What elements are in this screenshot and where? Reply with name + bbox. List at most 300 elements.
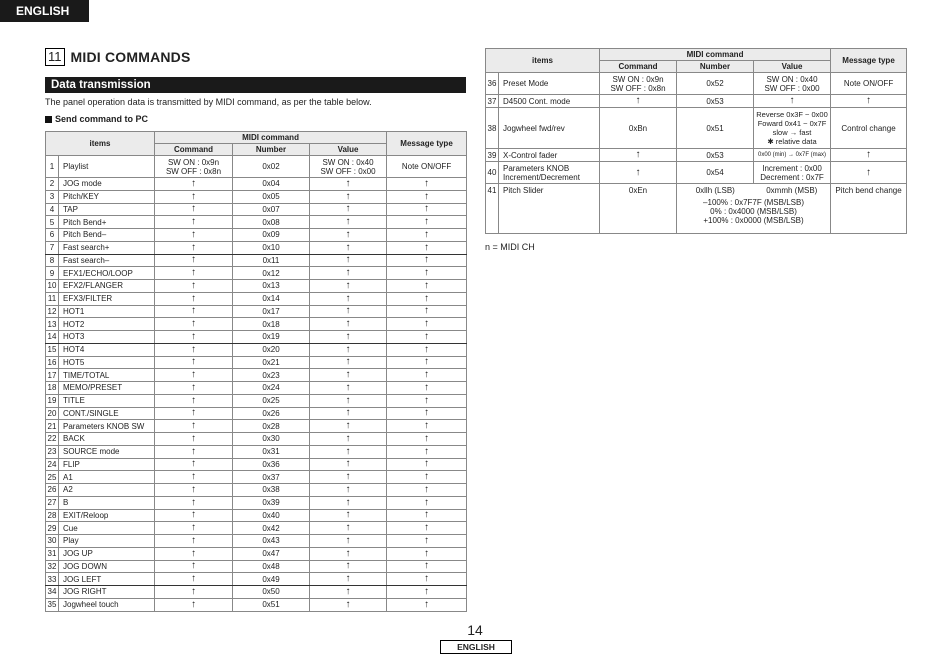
table-row — [46, 445, 467, 458]
row-number: 35 — [46, 598, 59, 611]
ditto-arrow-icon: ↑ — [310, 203, 387, 216]
header-command: Command — [600, 61, 677, 73]
row-number: 15 — [46, 343, 59, 356]
row-number: 19 — [46, 394, 59, 407]
ditto-arrow-icon: ↑ — [387, 394, 467, 407]
row-number: 16 — [46, 356, 59, 369]
ditto-arrow-icon: ↑ — [310, 509, 387, 522]
row-item: EFX3/FILTER — [59, 292, 155, 305]
table-row — [46, 433, 467, 446]
midi-channel-note: n = MIDI CH — [485, 242, 535, 252]
ditto-arrow-icon: ↑ — [310, 190, 387, 203]
row-number-value: 0x53 — [677, 95, 754, 108]
row-item: Pitch/KEY — [59, 190, 155, 203]
ditto-arrow-icon: ↑ — [155, 356, 233, 369]
page-number: 14 — [467, 622, 483, 638]
footer-language-tag: ENGLISH — [440, 640, 512, 654]
ditto-arrow-icon: ↑ — [387, 598, 467, 611]
row-command: SW ON : 0x9n SW OFF : 0x8n — [600, 73, 677, 95]
table-row — [46, 560, 467, 573]
table-row — [46, 331, 467, 344]
ditto-arrow-icon: ↑ — [387, 560, 467, 573]
section-number: 11 — [45, 48, 65, 66]
ditto-arrow-icon: ↑ — [310, 458, 387, 471]
ditto-arrow-icon: ↑ — [600, 149, 677, 162]
row-number: 28 — [46, 509, 59, 522]
header-midi-command: MIDI command — [155, 132, 387, 144]
row-number: 24 — [46, 458, 59, 471]
row-item: EFX1/ECHO/LOOP — [59, 267, 155, 280]
ditto-arrow-icon: ↑ — [155, 535, 233, 548]
ditto-arrow-icon: ↑ — [310, 216, 387, 229]
ditto-arrow-icon: ↑ — [155, 280, 233, 293]
ditto-arrow-icon: ↑ — [155, 331, 233, 344]
ditto-arrow-icon: ↑ — [387, 471, 467, 484]
row-item: HOT1 — [59, 305, 155, 318]
ditto-arrow-icon: ↑ — [310, 318, 387, 331]
row-number-value: 0x47 — [233, 547, 310, 560]
row-number-value: 0x28 — [233, 420, 310, 433]
ditto-arrow-icon: ↑ — [310, 394, 387, 407]
row-item: FLIP — [59, 458, 155, 471]
table-row — [46, 598, 467, 611]
row-number: 12 — [46, 305, 59, 318]
ditto-arrow-icon: ↑ — [310, 229, 387, 242]
row-number: 27 — [46, 496, 59, 509]
send-command-title: Send command to PC — [45, 114, 148, 124]
ditto-arrow-icon: ↑ — [387, 241, 467, 254]
square-bullet-icon — [45, 116, 52, 123]
row-number: 23 — [46, 445, 59, 458]
row-number-value: 0x36 — [233, 458, 310, 471]
table-row — [486, 162, 907, 184]
row-number: 40 — [486, 162, 499, 184]
table-row — [486, 149, 907, 162]
ditto-arrow-icon: ↑ — [155, 522, 233, 535]
table-row — [46, 369, 467, 382]
row-item: Cue — [59, 522, 155, 535]
row-item: HOT5 — [59, 356, 155, 369]
row-message-type: Pitch bend change — [831, 184, 907, 234]
row-number: 9 — [46, 267, 59, 280]
row-item: X-Control fader — [499, 149, 600, 162]
row-number: 21 — [46, 420, 59, 433]
row-number: 37 — [486, 95, 499, 108]
table-row — [46, 522, 467, 535]
row-number: 14 — [46, 331, 59, 344]
row-item: EXIT/Reloop — [59, 509, 155, 522]
row-number-value: 0x24 — [233, 382, 310, 395]
ditto-arrow-icon: ↑ — [155, 382, 233, 395]
ditto-arrow-icon: ↑ — [387, 522, 467, 535]
row-item: MEMO/PRESET — [59, 382, 155, 395]
ditto-arrow-icon: ↑ — [310, 356, 387, 369]
row-message-type: Note ON/OFF — [831, 73, 907, 95]
ditto-arrow-icon: ↑ — [310, 598, 387, 611]
row-number-value: 0x30 — [233, 433, 310, 446]
row-number-value: 0x42 — [233, 522, 310, 535]
ditto-arrow-icon: ↑ — [155, 241, 233, 254]
row-number-value: 0x50 — [233, 586, 310, 599]
header-value: Value — [754, 61, 831, 73]
ditto-arrow-icon: ↑ — [387, 356, 467, 369]
section-name: MIDI COMMANDS — [70, 49, 191, 65]
table-row — [486, 184, 907, 234]
row-value: SW ON : 0x40 SW OFF : 0x00 — [754, 73, 831, 95]
row-number: 31 — [46, 547, 59, 560]
ditto-arrow-icon: ↑ — [387, 203, 467, 216]
ditto-arrow-icon: ↑ — [387, 305, 467, 318]
table-row — [46, 241, 467, 254]
table-row — [46, 471, 467, 484]
row-item: A2 — [59, 484, 155, 497]
ditto-arrow-icon: ↑ — [387, 586, 467, 599]
row-number: 36 — [486, 73, 499, 95]
ditto-arrow-icon: ↑ — [155, 445, 233, 458]
table-row — [46, 229, 467, 242]
row-number-value: 0x19 — [233, 331, 310, 344]
row-number-value: 0x05 — [233, 190, 310, 203]
ditto-arrow-icon: ↑ — [387, 190, 467, 203]
ditto-arrow-icon: ↑ — [387, 509, 467, 522]
table-row — [46, 292, 467, 305]
row-number: 3 — [46, 190, 59, 203]
row-number: 6 — [46, 229, 59, 242]
row-number-value: 0x13 — [233, 280, 310, 293]
ditto-arrow-icon: ↑ — [310, 292, 387, 305]
row-number-value: 0x07 — [233, 203, 310, 216]
ditto-arrow-icon: ↑ — [831, 149, 907, 162]
header-command: Command — [155, 144, 233, 156]
header-midi-command: MIDI command — [600, 49, 831, 61]
ditto-arrow-icon: ↑ — [155, 573, 233, 586]
row-item: B — [59, 496, 155, 509]
row-number: 39 — [486, 149, 499, 162]
ditto-arrow-icon: ↑ — [310, 331, 387, 344]
row-number-value: 0x48 — [233, 560, 310, 573]
ditto-arrow-icon: ↑ — [387, 547, 467, 560]
ditto-arrow-icon: ↑ — [387, 445, 467, 458]
ditto-arrow-icon: ↑ — [155, 343, 233, 356]
ditto-arrow-icon: ↑ — [387, 280, 467, 293]
row-item: Playlist — [59, 156, 155, 178]
send-command-table-left — [45, 131, 467, 612]
ditto-arrow-icon: ↑ — [155, 458, 233, 471]
data-transmission-header: Data transmission — [45, 77, 466, 93]
ditto-arrow-icon: ↑ — [310, 496, 387, 509]
ditto-arrow-icon: ↑ — [310, 254, 387, 267]
row-number-value: 0x37 — [233, 471, 310, 484]
header-number: Number — [233, 144, 310, 156]
ditto-arrow-icon: ↑ — [310, 407, 387, 420]
row-number-value: 0x51 — [233, 598, 310, 611]
row-number-value: 0x20 — [233, 343, 310, 356]
row-number: 33 — [46, 573, 59, 586]
ditto-arrow-icon: ↑ — [155, 420, 233, 433]
row-number: 2 — [46, 178, 59, 191]
row-number: 17 — [46, 369, 59, 382]
ditto-arrow-icon: ↑ — [310, 560, 387, 573]
ditto-arrow-icon: ↑ — [155, 407, 233, 420]
ditto-arrow-icon: ↑ — [155, 484, 233, 497]
ditto-arrow-icon: ↑ — [155, 560, 233, 573]
row-number: 34 — [46, 586, 59, 599]
table-row — [46, 547, 467, 560]
row-command: SW ON : 0x9n SW OFF : 0x8n — [155, 156, 233, 178]
header-items: items — [486, 49, 600, 73]
row-item: TIME/TOTAL — [59, 369, 155, 382]
table-row — [46, 305, 467, 318]
ditto-arrow-icon: ↑ — [155, 471, 233, 484]
table-row — [46, 535, 467, 548]
ditto-arrow-icon: ↑ — [310, 267, 387, 280]
table-row — [46, 458, 467, 471]
ditto-arrow-icon: ↑ — [155, 203, 233, 216]
row-number: 7 — [46, 241, 59, 254]
row-item: Pitch Bend+ — [59, 216, 155, 229]
row-number-value: 0xllh (LSB) — [695, 186, 735, 195]
ditto-arrow-icon: ↑ — [310, 382, 387, 395]
row-item: HOT2 — [59, 318, 155, 331]
ditto-arrow-icon: ↑ — [310, 522, 387, 535]
ditto-arrow-icon: ↑ — [387, 407, 467, 420]
intro-text: The panel operation data is transmitted by MIDI command, as per the table below. — [45, 97, 372, 107]
row-item: Jogwheel fwd/rev — [499, 108, 600, 149]
row-number-value: 0x04 — [233, 178, 310, 191]
table-row — [46, 394, 467, 407]
ditto-arrow-icon: ↑ — [155, 318, 233, 331]
table-row — [46, 280, 467, 293]
row-number-value: 0x08 — [233, 216, 310, 229]
ditto-arrow-icon: ↑ — [155, 216, 233, 229]
ditto-arrow-icon: ↑ — [831, 95, 907, 108]
table-row — [46, 203, 467, 216]
row-value: Increment : 0x00 Decrement : 0x7F — [754, 162, 831, 184]
row-item: Fast search+ — [59, 241, 155, 254]
row-number: 13 — [46, 318, 59, 331]
ditto-arrow-icon: ↑ — [310, 547, 387, 560]
row-number-value: 0x25 — [233, 394, 310, 407]
row-item: HOT4 — [59, 343, 155, 356]
row-number: 25 — [46, 471, 59, 484]
ditto-arrow-icon: ↑ — [387, 382, 467, 395]
table-row — [46, 509, 467, 522]
row-item: SOURCE mode — [59, 445, 155, 458]
row-number: 26 — [46, 484, 59, 497]
row-number-value: 0x09 — [233, 229, 310, 242]
row-number: 22 — [46, 433, 59, 446]
row-number-value: 0x54 — [677, 162, 754, 184]
ditto-arrow-icon: ↑ — [155, 433, 233, 446]
ditto-arrow-icon: ↑ — [600, 95, 677, 108]
row-number-value: 0x17 — [233, 305, 310, 318]
ditto-arrow-icon: ↑ — [310, 484, 387, 497]
ditto-arrow-icon: ↑ — [155, 292, 233, 305]
row-number-value: 0x10 — [233, 241, 310, 254]
ditto-arrow-icon: ↑ — [310, 280, 387, 293]
row-number-value: 0x18 — [233, 318, 310, 331]
row-item: JOG mode — [59, 178, 155, 191]
header-number: Number — [677, 61, 754, 73]
header-message-type: Message type — [387, 132, 467, 156]
row-number-value: 0x38 — [233, 484, 310, 497]
table-row — [46, 484, 467, 497]
row-item: JOG UP — [59, 547, 155, 560]
row-item: HOT3 — [59, 331, 155, 344]
row-item: CONT./SINGLE — [59, 407, 155, 420]
row-number: 20 — [46, 407, 59, 420]
ditto-arrow-icon: ↑ — [310, 178, 387, 191]
ditto-arrow-icon: ↑ — [310, 420, 387, 433]
ditto-arrow-icon: ↑ — [155, 369, 233, 382]
ditto-arrow-icon: ↑ — [155, 586, 233, 599]
table-row — [486, 73, 907, 95]
table-row — [46, 267, 467, 280]
ditto-arrow-icon: ↑ — [831, 162, 907, 184]
ditto-arrow-icon: ↑ — [387, 458, 467, 471]
row-command: 0xEn — [600, 184, 677, 234]
row-number: 29 — [46, 522, 59, 535]
row-number-value: 0x21 — [233, 356, 310, 369]
ditto-arrow-icon: ↑ — [387, 496, 467, 509]
header-value: Value — [310, 144, 387, 156]
row-number: 8 — [46, 254, 59, 267]
row-command: 0xBn — [600, 108, 677, 149]
row-number: 5 — [46, 216, 59, 229]
table-row — [46, 496, 467, 509]
table-row — [46, 178, 467, 191]
row-number-value: 0x26 — [233, 407, 310, 420]
send-command-table-right — [485, 48, 907, 234]
row-item: Preset Mode — [499, 73, 600, 95]
row-value: SW ON : 0x40 SW OFF : 0x00 — [310, 156, 387, 178]
row-number: 10 — [46, 280, 59, 293]
ditto-arrow-icon: ↑ — [155, 547, 233, 560]
row-number-value: 0x31 — [233, 445, 310, 458]
row-item: Parameters KNOB Increment/Decrement — [499, 162, 600, 184]
ditto-arrow-icon: ↑ — [310, 433, 387, 446]
ditto-arrow-icon: ↑ — [310, 471, 387, 484]
ditto-arrow-icon: ↑ — [310, 445, 387, 458]
ditto-arrow-icon: ↑ — [310, 241, 387, 254]
ditto-arrow-icon: ↑ — [155, 496, 233, 509]
row-value: Reverse 0x3F ~ 0x00 Foward 0x41 ~ 0x7F slow → fast ✱ relative data — [754, 108, 831, 149]
row-number-value: 0x39 — [233, 496, 310, 509]
ditto-arrow-icon: ↑ — [310, 535, 387, 548]
ditto-arrow-icon: ↑ — [387, 433, 467, 446]
table-row — [46, 190, 467, 203]
row-message-type: Note ON/OFF — [387, 156, 467, 178]
table-row — [46, 343, 467, 356]
row-item: D4500 Cont. mode — [499, 95, 600, 108]
table-row — [46, 318, 467, 331]
ditto-arrow-icon: ↑ — [387, 216, 467, 229]
ditto-arrow-icon: ↑ — [387, 267, 467, 280]
table-row — [46, 356, 467, 369]
row-number: 18 — [46, 382, 59, 395]
ditto-arrow-icon: ↑ — [387, 229, 467, 242]
table-row — [486, 95, 907, 108]
row-number: 1 — [46, 156, 59, 178]
ditto-arrow-icon: ↑ — [155, 254, 233, 267]
row-number-value: 0x11 — [233, 254, 310, 267]
language-tab: ENGLISH — [0, 0, 89, 22]
row-number: 11 — [46, 292, 59, 305]
ditto-arrow-icon: ↑ — [387, 420, 467, 433]
pitch-range-notes: –100% : 0x7F7F (MSB/LSB) 0% : 0x4000 (MSB/LSB) +100% : 0x0000 (MSB/LSB) — [703, 198, 804, 225]
ditto-arrow-icon: ↑ — [387, 573, 467, 586]
row-value: 0xmmh (MSB) — [766, 186, 818, 195]
table-row — [46, 407, 467, 420]
ditto-arrow-icon: ↑ — [310, 343, 387, 356]
row-number: 30 — [46, 535, 59, 548]
ditto-arrow-icon: ↑ — [310, 305, 387, 318]
row-item: JOG LEFT — [59, 573, 155, 586]
row-number-value: 0x40 — [233, 509, 310, 522]
ditto-arrow-icon: ↑ — [310, 586, 387, 599]
section-title — [45, 47, 191, 67]
row-item: Pitch Bend– — [59, 229, 155, 242]
ditto-arrow-icon: ↑ — [387, 535, 467, 548]
ditto-arrow-icon: ↑ — [155, 178, 233, 191]
row-item: JOG RIGHT — [59, 586, 155, 599]
row-item: TAP — [59, 203, 155, 216]
ditto-arrow-icon: ↑ — [155, 267, 233, 280]
row-number-value: 0x23 — [233, 369, 310, 382]
table-row — [46, 382, 467, 395]
row-number-value: 0x49 — [233, 573, 310, 586]
ditto-arrow-icon: ↑ — [155, 598, 233, 611]
row-item: Jogwheel touch — [59, 598, 155, 611]
ditto-arrow-icon: ↑ — [387, 343, 467, 356]
row-item: BACK — [59, 433, 155, 446]
ditto-arrow-icon: ↑ — [387, 178, 467, 191]
row-number: 32 — [46, 560, 59, 573]
row-item: EFX2/FLANGER — [59, 280, 155, 293]
row-number-value: 0x51 — [677, 108, 754, 149]
ditto-arrow-icon: ↑ — [155, 229, 233, 242]
ditto-arrow-icon: ↑ — [387, 318, 467, 331]
ditto-arrow-icon: ↑ — [600, 162, 677, 184]
row-number: 41 — [486, 184, 499, 234]
row-value: 0x00 (min) → 0x7F (max) — [754, 149, 831, 162]
table-row — [46, 254, 467, 267]
header-message-type: Message type — [831, 49, 907, 73]
row-number-value: 0x43 — [233, 535, 310, 548]
table-row — [46, 573, 467, 586]
row-item: A1 — [59, 471, 155, 484]
left-table-body — [46, 156, 467, 612]
row-item: Play — [59, 535, 155, 548]
row-number: 4 — [46, 203, 59, 216]
row-number-value: 0x52 — [677, 73, 754, 95]
row-number-value: 0x12 — [233, 267, 310, 280]
ditto-arrow-icon: ↑ — [387, 484, 467, 497]
row-number-value: 0x53 — [677, 149, 754, 162]
row-number: 38 — [486, 108, 499, 149]
ditto-arrow-icon: ↑ — [754, 95, 831, 108]
ditto-arrow-icon: ↑ — [155, 305, 233, 318]
ditto-arrow-icon: ↑ — [387, 369, 467, 382]
ditto-arrow-icon: ↑ — [310, 573, 387, 586]
row-pitch-values — [677, 184, 831, 234]
ditto-arrow-icon: ↑ — [155, 190, 233, 203]
row-item: Fast search– — [59, 254, 155, 267]
table-row — [46, 420, 467, 433]
ditto-arrow-icon: ↑ — [387, 331, 467, 344]
ditto-arrow-icon: ↑ — [310, 369, 387, 382]
row-item: JOG DOWN — [59, 560, 155, 573]
